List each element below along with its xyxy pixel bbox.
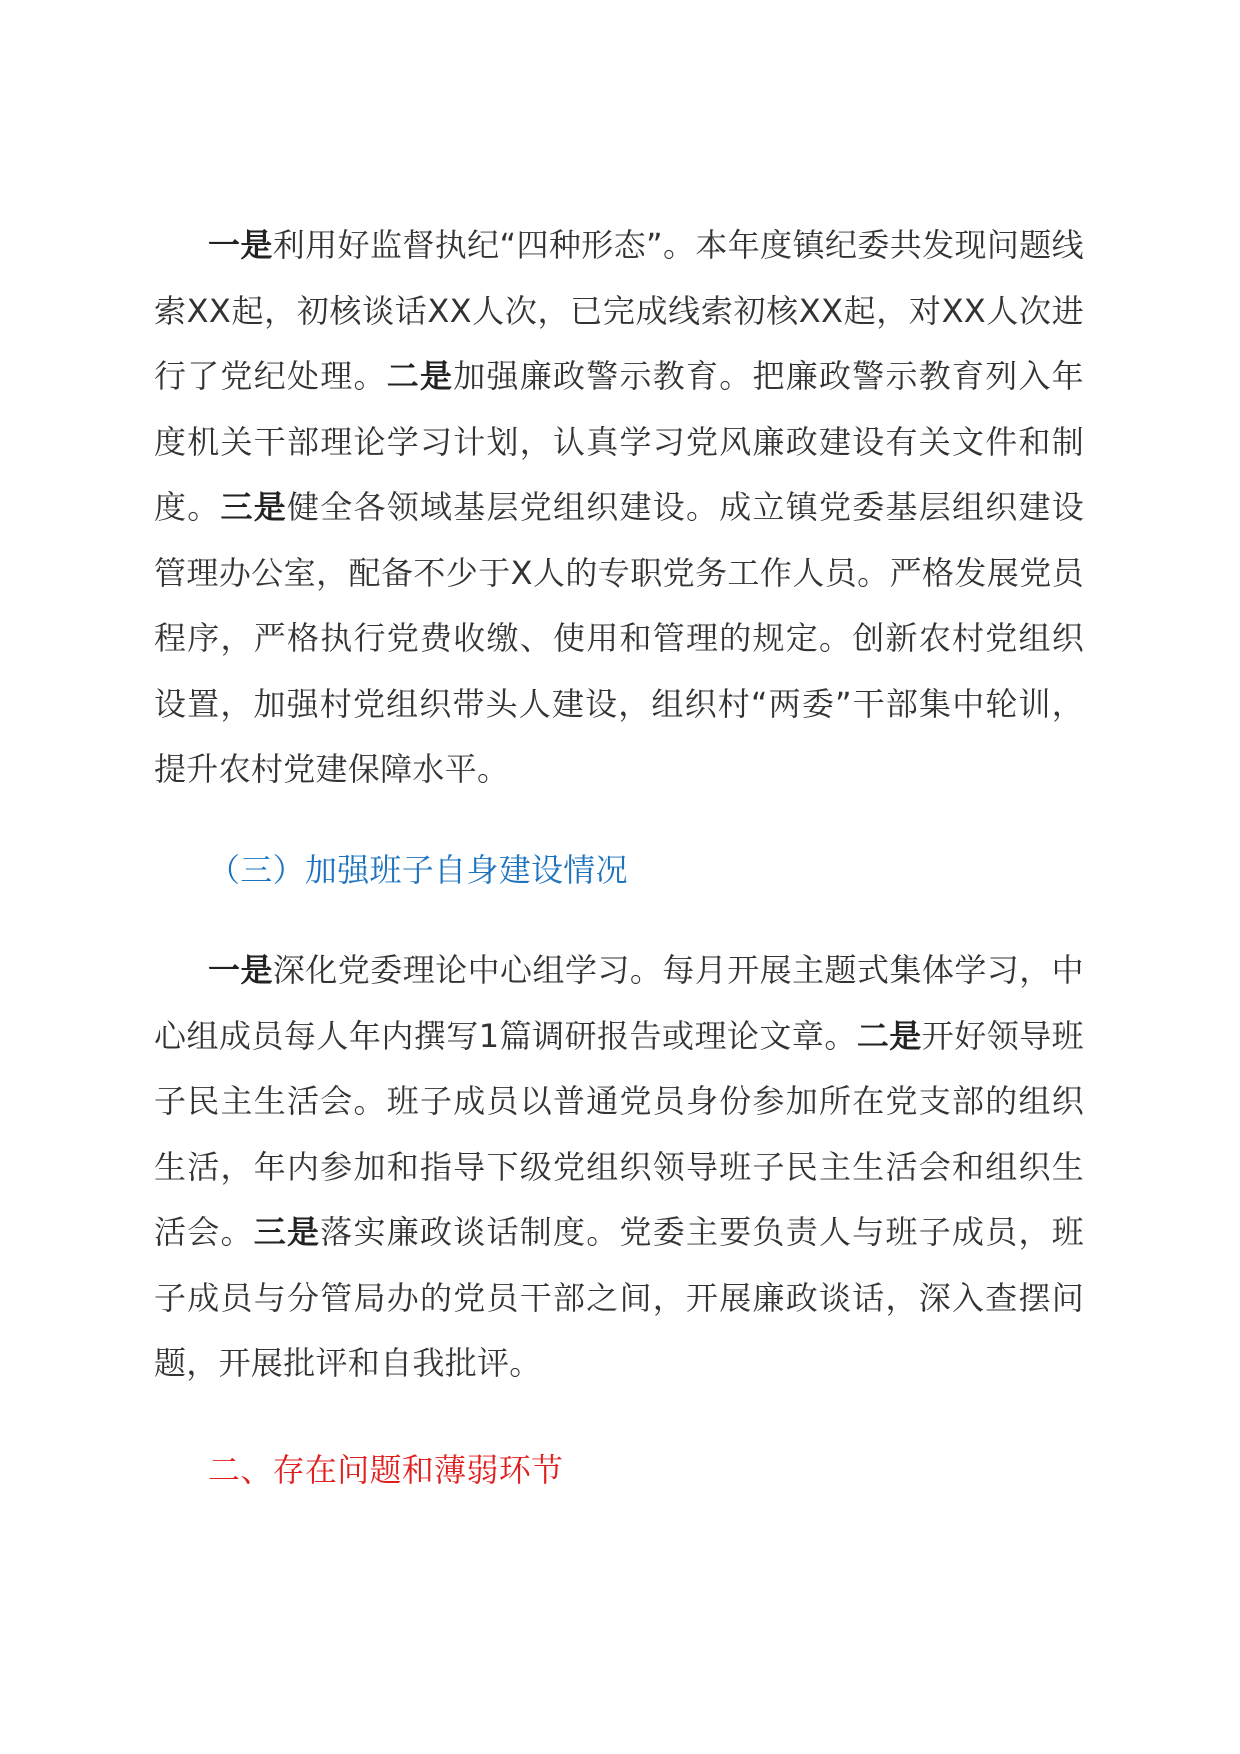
paragraph-text: 利用好监督执纪“四种形态”。本年度镇纪委共发现问题线索XX起，初核谈话XX人次，已完成线索初核XX起，对XX人次进行了党纪处理。 (154, 226, 1084, 395)
lead-third: 三是 (220, 488, 287, 526)
paragraph-text: 开好领导班子民主生活会。班子成员以普通党员身份参加所在党支部的组织生活，年内参加和指导下级党组织领导班子民主生活会和组织生活会。 (154, 1016, 1084, 1251)
paragraph-text: 落实廉政谈话制度。党委主要负责人与班子成员，班子成员与分管局办的党员干部之间，开展廉政谈话，深入查摆问题，开展批评和自我批评。 (154, 1213, 1084, 1382)
lead-second: 二是 (386, 357, 454, 395)
lead-second: 二是 (856, 1016, 922, 1055)
part-heading-problems: 二、存在问题和薄弱环节 (208, 1450, 564, 1489)
paragraph-team-building (154, 938, 1084, 1397)
section-heading-team-building: （三）加强班子自身建设情况 (208, 850, 628, 889)
paragraph-text: 深化党委理论中心组学习。每月开展主题式集体学习，中心组成员每人年内撰写1篇调研报告或理论文章。 (154, 951, 1084, 1055)
document-body (154, 213, 1084, 1503)
spacer (154, 803, 1084, 838)
paragraph-text: 加强廉政警示教育。把廉政警示教育列入年度机关干部理论学习计划，认真学习党风廉政建设有关文件和制度。 (154, 357, 1084, 526)
lead-first: 一是 (208, 951, 273, 989)
lead-first: 一是 (208, 226, 273, 264)
spacer (154, 1397, 1084, 1438)
paragraph-text: 健全各领域基层党组织建设。成立镇党委基层组织建设管理办公室，配备不少于X人的专职党务工作人员。严格发展党员程序，严格执行党费收缴、使用和管理的规定。创新农村党组织设置，加强村党组织带头人建设，组织村“两委”干部集中轮训，提升农村党建保障水平。 (154, 488, 1084, 788)
paragraph-party-conduct (154, 213, 1084, 803)
spacer (154, 903, 1084, 938)
lead-third: 三是 (253, 1213, 321, 1251)
